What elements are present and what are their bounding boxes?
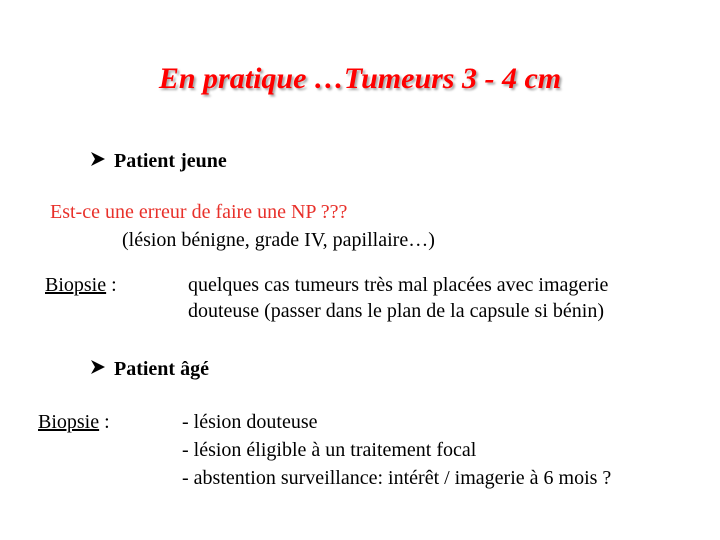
section-heading-label: Patient jeune [114,150,227,172]
biopsy-label-2 [38,408,110,436]
biopsy-label-text: Biopsie [45,274,107,296]
slide-title: En pratique …Tumeurs 3 - 4 cm [158,62,562,95]
biopsy-line: quelques cas tumeurs très mal placées avec imagerie [188,274,609,296]
biopsy-label-colon: : [106,274,117,296]
biopsy-line: - lésion éligible à un traitement focal [182,439,477,461]
biopsy-line: - abstention surveillance: intérêt / imagerie à 6 mois ? [182,467,612,489]
biopsy-line: douteuse (passer dans le plan de la capsule si bénin) [188,300,604,322]
arrow-bullet-icon [90,151,108,172]
biopsy-line: - lésion douteuse [182,411,318,433]
question-detail: (lésion bénigne, grade IV, papillaire…) [122,229,435,251]
section-heading-label: Patient âgé [114,358,209,380]
biopsy-label-colon: : [99,411,110,433]
section-heading-patient-jeune [90,150,227,173]
section-heading-patient-age [90,358,209,381]
biopsy-label-text: Biopsie [38,411,100,433]
arrow-bullet-icon [90,359,108,380]
biopsy-label-1 [45,271,117,299]
question-text: Est-ce une erreur de faire une NP ??? [50,201,348,223]
